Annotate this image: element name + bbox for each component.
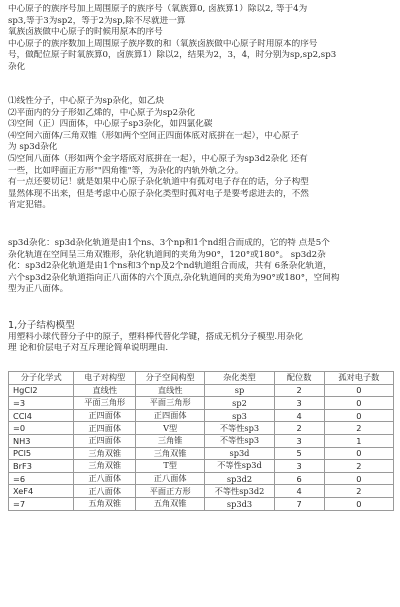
table-cell: 1 bbox=[324, 434, 393, 447]
list-item: ⑶空间（正）四面体，中心原子sp3杂化，如四氯化碳 bbox=[8, 119, 213, 130]
table-row bbox=[9, 497, 394, 510]
table-cell: 三角双锥 bbox=[74, 460, 136, 473]
table-row bbox=[9, 447, 394, 460]
table-cell: 3 bbox=[274, 434, 324, 447]
text-line: 理 论和价层电子对互斥理论简单说明理由. bbox=[8, 343, 169, 354]
column-header: 分子空间构型 bbox=[136, 372, 205, 385]
table-cell: 不等性sp3 bbox=[205, 434, 274, 447]
table-cell: 三角双锥 bbox=[136, 447, 205, 460]
table-cell: 正八面体 bbox=[74, 485, 136, 498]
text-line: sp3d杂化：sp3d杂化轨道是由1个ns、3个np和1个nd组合而成的，它的特 点是5个 bbox=[8, 238, 330, 248]
intro-paragraph bbox=[8, 4, 396, 74]
formula-cell: =3 bbox=[9, 397, 74, 410]
list-item: ⑸空间八面体（形如两个金字塔底对底拼在一起），中心原子为sp3d2杂化 还有 bbox=[8, 153, 308, 164]
formula-cell: BrF3 bbox=[9, 460, 74, 473]
formula-cell: =7 bbox=[9, 497, 74, 510]
text-line: 型为正八面体。 bbox=[8, 284, 69, 295]
table-cell: V型 bbox=[136, 422, 205, 435]
table-cell: sp2 bbox=[205, 397, 274, 410]
table-row bbox=[9, 460, 394, 473]
table-cell: 0 bbox=[324, 409, 393, 422]
column-header: 分子化学式 bbox=[9, 372, 74, 385]
column-header: 配位数 bbox=[274, 372, 324, 385]
table-cell: 不等性sp3 bbox=[205, 422, 274, 435]
table-cell: 2 bbox=[324, 485, 393, 498]
text-line: 号，做配位原子时氧族算0，卤族算1）除以2，结果为2，3，4，时分别为sp,sp2,sp3 bbox=[8, 50, 337, 61]
table-row bbox=[9, 434, 394, 447]
table-cell: 7 bbox=[274, 497, 324, 510]
table-cell: 0 bbox=[324, 472, 393, 485]
table-cell: 5 bbox=[274, 447, 324, 460]
text-line: 氧族卤族做中心原子的时候用原本的序号 bbox=[8, 27, 163, 38]
table-row bbox=[9, 422, 394, 435]
hybridization-paragraph bbox=[8, 238, 396, 296]
formula-cell: PCl5 bbox=[9, 447, 74, 460]
table-cell: T型 bbox=[136, 460, 205, 473]
table-cell: 平面三角形 bbox=[74, 397, 136, 410]
table-cell: sp3d bbox=[205, 447, 274, 460]
table-cell: 五角双锥 bbox=[74, 497, 136, 510]
formula-cell: =0 bbox=[9, 422, 74, 435]
table-cell: 2 bbox=[274, 384, 324, 397]
list-item: 为 sp3d杂化 bbox=[8, 142, 58, 153]
table-cell: 直线性 bbox=[136, 384, 205, 397]
table-cell: 平面正方形 bbox=[136, 485, 205, 498]
table-row bbox=[9, 384, 394, 397]
table-cell: 正八面体 bbox=[136, 472, 205, 485]
numbered-list bbox=[8, 96, 396, 212]
table-cell: 平面三角形 bbox=[136, 397, 205, 410]
table-cell: 直线性 bbox=[74, 384, 136, 397]
table-cell: 0 bbox=[324, 397, 393, 410]
table-cell: sp3d2 bbox=[205, 472, 274, 485]
column-header: 孤对电子数 bbox=[324, 372, 393, 385]
table-cell: 0 bbox=[324, 384, 393, 397]
table-cell: 3 bbox=[274, 397, 324, 410]
formula-cell: HgCl2 bbox=[9, 384, 74, 397]
text-line: 用塑料小球代替分子中的原子，塑料棒代替化学键，搭成无机分子模型.用杂化 bbox=[8, 331, 303, 342]
table-cell: 正四面体 bbox=[136, 409, 205, 422]
table-cell: sp3d3 bbox=[205, 497, 274, 510]
table-cell: 正四面体 bbox=[74, 434, 136, 447]
note-line: 肯定犯错。 bbox=[8, 200, 51, 211]
table-cell: 0 bbox=[324, 447, 393, 460]
text-line: 六个sp3d2杂化轨道指向正八面体的六个顶点,杂化轨道间的夹角为90°或180°，空间构 bbox=[8, 272, 340, 283]
table-cell: 2 bbox=[324, 460, 393, 473]
table-row bbox=[9, 485, 394, 498]
list-item: ⑵平面内的分子形如乙烯的，中心原子为sp2杂化 bbox=[8, 107, 196, 118]
table-cell: 6 bbox=[274, 472, 324, 485]
table-row bbox=[9, 409, 394, 422]
list-item: 一些，比如呼面正方形""四角锥"等，为杂化的内轨外轨之分。 bbox=[8, 165, 244, 176]
formula-cell: XeF4 bbox=[9, 485, 74, 498]
table-cell: sp bbox=[205, 384, 274, 397]
formula-cell: =6 bbox=[9, 472, 74, 485]
text-line: 中心原子的族序数加上周围原子族序数的和（氧族卤族做中心原子时用原本的序号 bbox=[8, 38, 318, 49]
note-line: 有一点还要切记！就是如果中心原子杂化轨道中有孤对电子存在的话，分子构型 bbox=[8, 177, 309, 188]
text-line: 中心原子的族序号加上周围原子的族序号（氧族算0, 卤族算1）除以2, 等于4为 bbox=[8, 4, 308, 14]
text-line: 化：sp3d2杂化轨道是由1个ns和3个np及2个nd轨道组合而成，共有 6条杂化轨道， bbox=[8, 261, 332, 272]
table-row bbox=[9, 397, 394, 410]
table-header-row bbox=[9, 372, 394, 385]
formula-cell: CCl4 bbox=[9, 409, 74, 422]
table-cell: 三角双锥 bbox=[74, 447, 136, 460]
column-header: 杂化类型 bbox=[205, 372, 274, 385]
list-item: ⑷空间六面体/三角双锥（形如两个空间正四面体底对底拼在一起），中心原子 bbox=[8, 130, 299, 141]
table-row bbox=[9, 472, 394, 485]
text-line: sp3,等于3为sp2，等于2为sp,除不尽就进一算 bbox=[8, 15, 186, 26]
table-cell: 不等性sp3d bbox=[205, 460, 274, 473]
table-cell: sp3 bbox=[205, 409, 274, 422]
table-cell: 4 bbox=[274, 409, 324, 422]
table-cell: 正四面体 bbox=[74, 409, 136, 422]
table-cell: 0 bbox=[324, 497, 393, 510]
list-item: ⑴线性分子，中心原子为sp杂化，如乙炔 bbox=[8, 96, 165, 106]
table-cell: 4 bbox=[274, 485, 324, 498]
formula-cell: NH3 bbox=[9, 434, 74, 447]
note-line: 显然体现不出来，但是考虑中心原子杂化类型时孤对电子是要考虑进去的，不然 bbox=[8, 188, 309, 199]
table-cell: 五角双锥 bbox=[136, 497, 205, 510]
table-cell: 三角锥 bbox=[136, 434, 205, 447]
table-cell: 3 bbox=[274, 460, 324, 473]
molecular-structure-table bbox=[8, 371, 394, 511]
section-molecular-model bbox=[8, 320, 396, 355]
section-heading: 1,分子结构模型 bbox=[8, 320, 75, 331]
table-cell: 2 bbox=[324, 422, 393, 435]
table-cell: 2 bbox=[274, 422, 324, 435]
text-line: 杂化轨道在空间呈三角双锥形，杂化轨道间的夹角为90°，120°或180°。 sp3d2杂 bbox=[8, 249, 326, 260]
table-cell: 不等性sp3d2 bbox=[205, 485, 274, 498]
column-header: 电子对构型 bbox=[74, 372, 136, 385]
table-cell: 正四面体 bbox=[74, 422, 136, 435]
table-cell: 正八面体 bbox=[74, 472, 136, 485]
text-line: 杂化 bbox=[8, 61, 26, 72]
